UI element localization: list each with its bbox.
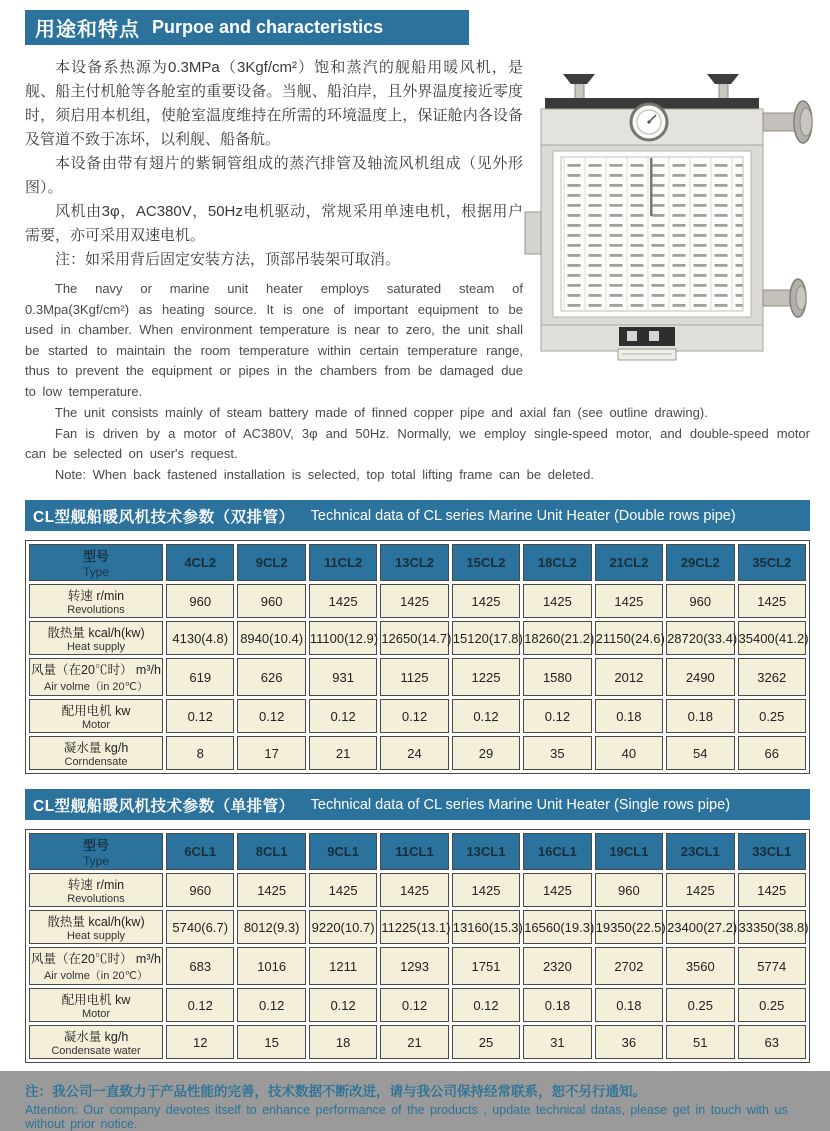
table-row xyxy=(29,658,806,696)
model-column-header: 11CL1 xyxy=(380,833,448,870)
data-cell: 0.12 xyxy=(309,988,377,1022)
model-column-header: 13CL2 xyxy=(380,544,448,581)
label-chinese: 转速 r/min xyxy=(67,878,125,892)
data-cell: 13160(15.3) xyxy=(452,910,520,944)
model-column-header: 8CL1 xyxy=(237,833,305,870)
intro-note-cn: 注：如采用背后固定安装方法，顶部吊装架可取消。 xyxy=(55,251,401,268)
data-cell: 2702 xyxy=(595,947,663,985)
data-cell: 1425 xyxy=(738,873,807,907)
data-cell: 11100(12.9) xyxy=(309,621,377,655)
technical-data-table-double-rows xyxy=(25,540,810,774)
data-cell: 16560(19.3) xyxy=(523,910,591,944)
model-column-header: 9CL1 xyxy=(309,833,377,870)
intro-paragraph-cn-3: 风机由3φ，AC380V，50Hz电机驱动，常规采用单速电机，根据用户需要，亦可采用双速电机。 xyxy=(25,203,523,244)
data-cell: 33350(38.8) xyxy=(738,910,807,944)
label-english: Type xyxy=(82,854,109,868)
table-row xyxy=(29,873,806,907)
data-cell: 1225 xyxy=(452,658,520,696)
data-cell: 1425 xyxy=(666,873,734,907)
data-cell: 0.12 xyxy=(452,699,520,733)
data-cell: 21150(24.6) xyxy=(595,621,663,655)
data-cell: 3560 xyxy=(666,947,734,985)
data-cell: 8940(10.4) xyxy=(237,621,305,655)
lifting-bracket-right xyxy=(707,74,739,102)
data-cell: 683 xyxy=(166,947,234,985)
model-column-header: 23CL1 xyxy=(666,833,734,870)
model-type-header xyxy=(29,833,163,870)
table-row xyxy=(29,1025,806,1059)
data-cell: 36 xyxy=(595,1025,663,1059)
footer-notes xyxy=(25,1080,810,1131)
label-chinese: 散热量 kcal/h(kw) xyxy=(47,915,145,929)
label-chinese: 风量（在20℃时） m³/h xyxy=(31,952,161,966)
page-title-english: Purpoe and characteristics xyxy=(152,17,384,37)
data-cell: 12650(14.7) xyxy=(380,621,448,655)
data-cell: 24 xyxy=(380,736,448,770)
data-cell: 9220(10.7) xyxy=(309,910,377,944)
model-column-header: 21CL2 xyxy=(595,544,663,581)
label-chinese: 散热量 kcal/h(kw) xyxy=(47,626,145,640)
data-cell: 3262 xyxy=(738,658,807,696)
data-cell: 1016 xyxy=(237,947,305,985)
data-cell: 1425 xyxy=(237,873,305,907)
footer-note-chinese: 注：我公司一直致力于产品性能的完善，技术数据不断改进，请与我公司保持经常联系，恕不另行通知。 xyxy=(25,1084,646,1099)
row-label xyxy=(29,1025,163,1059)
intro-paragraph-en-3: Fan is driven by a motor of AC380V, 3φ and 50Hz. Normally, we employ single-speed motor, and double-speed motor can be selected on user's request. xyxy=(25,425,810,461)
data-cell: 4130(4.8) xyxy=(166,621,234,655)
data-cell: 31 xyxy=(523,1025,591,1059)
data-cell: 5774 xyxy=(738,947,807,985)
table-row xyxy=(29,988,806,1022)
page-title-chinese: 用途和特点 xyxy=(35,19,140,41)
model-column-header: 13CL1 xyxy=(452,833,520,870)
data-cell: 19350(22.5) xyxy=(595,910,663,944)
label-chinese: 配用电机 kw xyxy=(61,704,131,718)
data-cell: 21 xyxy=(309,736,377,770)
model-column-header: 16CL1 xyxy=(523,833,591,870)
table2-title-chinese: CL型舰船暖风机技术参数（单排管） xyxy=(33,797,295,815)
model-type-header xyxy=(29,544,163,581)
data-cell: 931 xyxy=(309,658,377,696)
grille-center-rod xyxy=(650,158,653,216)
data-cell: 18260(21.2) xyxy=(523,621,591,655)
data-cell: 40 xyxy=(595,736,663,770)
label-english: Air volme（in 20℃） xyxy=(43,970,149,982)
table2-title-band xyxy=(25,789,810,820)
data-cell: 0.25 xyxy=(738,699,807,733)
data-cell: 619 xyxy=(166,658,234,696)
table2-title-english: Technical data of CL series Marine Unit Heater (Single rows pipe) xyxy=(310,796,731,813)
data-cell: 0.18 xyxy=(595,699,663,733)
technical-data-table-single-rows xyxy=(25,829,810,1063)
data-cell: 8 xyxy=(166,736,234,770)
data-cell: 0.25 xyxy=(738,988,807,1022)
intro-paragraph-en-2: The unit consists mainly of steam battery made of finned copper pipe and axial fan (see outline drawing). xyxy=(54,405,708,420)
data-cell: 1425 xyxy=(309,584,377,618)
data-cell: 17 xyxy=(237,736,305,770)
table1-title-english: Technical data of CL series Marine Unit Heater (Double rows pipe) xyxy=(310,507,736,524)
data-cell: 0.12 xyxy=(166,699,234,733)
model-column-header: 11CL2 xyxy=(309,544,377,581)
product-photo xyxy=(523,56,823,402)
unit-heater-illustration xyxy=(523,60,823,390)
intro-paragraph-cn-1: 本设备系热源为0.3MPa（3Kgf/cm²）饱和蒸汽的舰船用暖风机，是舰、船主付机舱等各舱室的重要设备。当舰、船泊岸，且外界温度接近零度时，须启用本机组，使舱室温度维持在所需的环境温度上，保证舱内各设备及管道不致于冻坏，以利舰、船备航。 xyxy=(25,59,523,148)
data-cell: 0.12 xyxy=(237,699,305,733)
label-chinese: 凝水量 kg/h xyxy=(63,1030,129,1044)
model-column-header: 18CL2 xyxy=(523,544,591,581)
label-english: Air volme（in 20℃） xyxy=(43,681,149,693)
data-cell: 54 xyxy=(666,736,734,770)
data-cell: 28720(33.4) xyxy=(666,621,734,655)
row-label xyxy=(29,910,163,944)
steam-inlet-flange xyxy=(763,101,812,143)
row-label xyxy=(29,947,163,985)
row-label xyxy=(29,873,163,907)
data-cell: 5740(6.7) xyxy=(166,910,234,944)
label-english: Condensate water xyxy=(51,1045,141,1057)
page-title xyxy=(25,10,469,45)
data-cell: 1425 xyxy=(452,584,520,618)
data-cell: 25 xyxy=(452,1025,520,1059)
data-cell: 1425 xyxy=(452,873,520,907)
data-cell: 0.18 xyxy=(595,988,663,1022)
data-cell: 2012 xyxy=(595,658,663,696)
label-english: Type xyxy=(82,565,109,579)
intro-section xyxy=(25,56,810,402)
model-column-header: 6CL1 xyxy=(166,833,234,870)
data-cell: 1211 xyxy=(309,947,377,985)
row-label xyxy=(29,699,163,733)
table-row xyxy=(29,910,806,944)
intro-text-column xyxy=(25,56,523,402)
control-panel xyxy=(618,327,676,360)
data-cell: 0.18 xyxy=(666,699,734,733)
row-label xyxy=(29,988,163,1022)
data-cell: 1425 xyxy=(309,873,377,907)
data-cell: 1751 xyxy=(452,947,520,985)
table-header-row xyxy=(29,833,806,870)
table1-title-chinese: CL型舰船暖风机技术参数（双排管） xyxy=(33,508,295,526)
model-column-header: 4CL2 xyxy=(166,544,234,581)
table1-title-band xyxy=(25,500,810,531)
data-cell: 0.12 xyxy=(309,699,377,733)
data-cell: 1425 xyxy=(523,584,591,618)
intro-paragraph-en-4: Note: When back fastened installation is selected, top total lifting frame can be deleted. xyxy=(54,466,594,482)
data-cell: 1125 xyxy=(380,658,448,696)
data-cell: 15 xyxy=(237,1025,305,1059)
label-english: Revolutions xyxy=(67,893,125,905)
label-english: Heat supply xyxy=(66,641,126,653)
data-cell: 626 xyxy=(237,658,305,696)
row-label xyxy=(29,584,163,618)
data-cell: 1425 xyxy=(738,584,807,618)
data-cell: 35 xyxy=(523,736,591,770)
data-cell: 1293 xyxy=(380,947,448,985)
data-cell: 960 xyxy=(166,584,234,618)
label-chinese: 风量（在20℃时） m³/h xyxy=(31,663,161,677)
data-cell: 2490 xyxy=(666,658,734,696)
data-cell: 0.12 xyxy=(380,699,448,733)
label-chinese: 凝水量 kg/h xyxy=(63,741,129,755)
table-row xyxy=(29,621,806,655)
label-chinese: 型号 xyxy=(82,838,109,853)
data-cell: 960 xyxy=(237,584,305,618)
label-english: Motor xyxy=(81,1008,111,1020)
data-cell: 18 xyxy=(309,1025,377,1059)
label-english: Corndensate xyxy=(64,756,128,768)
data-cell: 1580 xyxy=(523,658,591,696)
model-column-header: 29CL2 xyxy=(666,544,734,581)
label-chinese: 配用电机 kw xyxy=(61,993,131,1007)
data-cell: 35400(41.2) xyxy=(738,621,807,655)
row-label xyxy=(29,621,163,655)
intro-english-block xyxy=(25,403,810,485)
model-column-header: 15CL2 xyxy=(452,544,520,581)
label-english: Heat supply xyxy=(66,930,126,942)
data-cell: 23400(27.2) xyxy=(666,910,734,944)
condensate-outlet-flange xyxy=(763,279,806,317)
model-column-header: 33CL1 xyxy=(738,833,807,870)
lifting-bracket-left xyxy=(563,74,595,102)
data-cell: 11225(13.1) xyxy=(380,910,448,944)
data-cell: 1425 xyxy=(523,873,591,907)
table-row xyxy=(29,584,806,618)
model-column-header: 19CL1 xyxy=(595,833,663,870)
data-cell: 0.18 xyxy=(523,988,591,1022)
label-english: Motor xyxy=(81,719,111,731)
label-english: Revolutions xyxy=(67,604,125,616)
data-cell: 0.12 xyxy=(166,988,234,1022)
data-cell: 0.25 xyxy=(666,988,734,1022)
data-cell: 21 xyxy=(380,1025,448,1059)
data-cell: 960 xyxy=(595,873,663,907)
data-cell: 0.12 xyxy=(237,988,305,1022)
data-cell: 1425 xyxy=(380,873,448,907)
data-cell: 0.12 xyxy=(452,988,520,1022)
data-cell: 12 xyxy=(166,1025,234,1059)
data-cell: 1425 xyxy=(380,584,448,618)
data-cell: 1425 xyxy=(595,584,663,618)
data-cell: 51 xyxy=(666,1025,734,1059)
data-cell: 0.12 xyxy=(523,699,591,733)
data-cell: 8012(9.3) xyxy=(237,910,305,944)
row-label xyxy=(29,736,163,770)
table-header-row xyxy=(29,544,806,581)
data-cell: 960 xyxy=(666,584,734,618)
table-row xyxy=(29,947,806,985)
model-column-header: 35CL2 xyxy=(738,544,807,581)
data-cell: 2320 xyxy=(523,947,591,985)
row-label xyxy=(29,658,163,696)
label-chinese: 型号 xyxy=(82,549,109,564)
pressure-gauge xyxy=(631,104,667,140)
footer-note-english: Attention: Our company devotes itself to enhance performance of the products , update technical datas, please get in touch with us without prior notice. xyxy=(25,1103,788,1131)
data-cell: 15120(17.8) xyxy=(452,621,520,655)
data-cell: 63 xyxy=(738,1025,807,1059)
label-chinese: 转速 r/min xyxy=(67,589,125,603)
intro-paragraph-en-1: The navy or marine unit heater employs saturated steam of 0.3Mpa(3Kgf/cm²) as heating source. It is one of important equipment to be used in chamber. When environment temperature is near to zero, the unit shall be started to maintain the room temperature within certain temperature range, thus to prevent the equipment or pipes in the chambers from be damaged due to low temperature. xyxy=(25,281,523,399)
data-cell: 0.12 xyxy=(380,988,448,1022)
data-cell: 66 xyxy=(738,736,807,770)
intro-paragraph-cn-2: 本设备由带有翅片的紫铜管组成的蒸汽排管及轴流风机组成（见外形图）。 xyxy=(25,155,523,196)
table-row xyxy=(29,736,806,770)
data-cell: 960 xyxy=(166,873,234,907)
table-row xyxy=(29,699,806,733)
side-bracket xyxy=(525,212,541,254)
data-cell: 29 xyxy=(452,736,520,770)
model-column-header: 9CL2 xyxy=(237,544,305,581)
